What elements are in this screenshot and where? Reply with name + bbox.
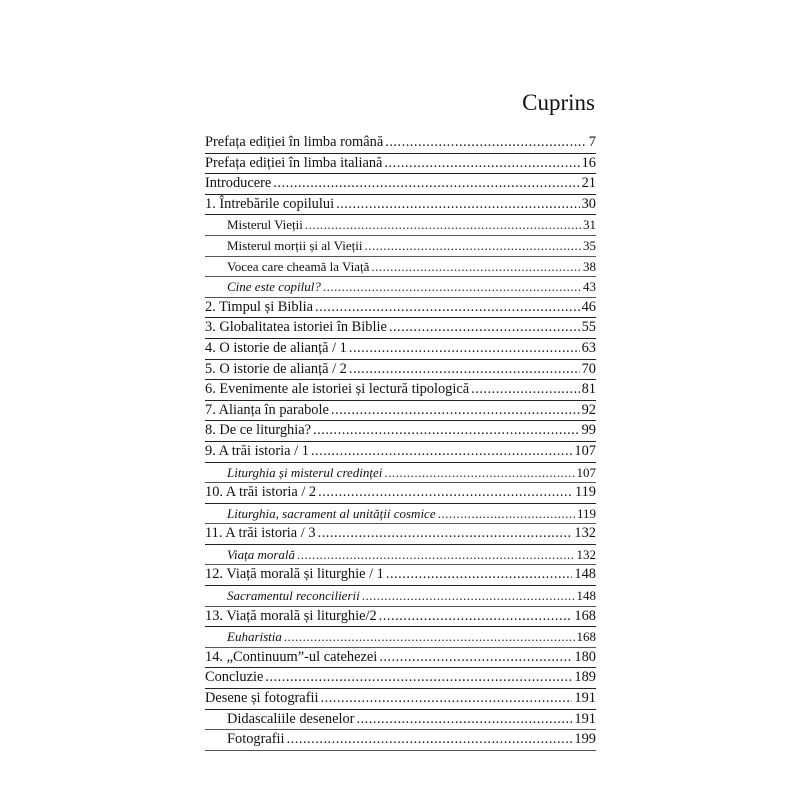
toc-entry-title: 14. „Continuum”-ul catehezei — [205, 648, 378, 665]
toc-entry-title: Prefața ediției în limba italiană — [205, 154, 383, 171]
toc-entry — [205, 401, 596, 422]
toc-entry-page: 92 — [581, 401, 596, 418]
dot-leader — [379, 607, 573, 627]
page-title: Cuprins — [522, 90, 595, 115]
toc-entry-title: Misterul Vieții — [227, 217, 303, 233]
dot-leader — [349, 360, 580, 380]
toc-entry — [205, 442, 596, 463]
toc-entry-title: 3. Globalitatea istoriei în Biblie — [205, 319, 387, 336]
toc-entry-title: 2. Timpul și Biblia — [205, 298, 313, 315]
toc-entry-page: 107 — [576, 464, 596, 480]
toc-entry-page: 119 — [576, 505, 596, 521]
dot-leader — [389, 318, 580, 338]
toc-entry-title: Viața morală — [227, 546, 296, 562]
toc-entry-page: 55 — [581, 319, 596, 336]
dot-leader — [371, 257, 581, 277]
toc-entry — [205, 257, 596, 278]
toc-entry — [205, 627, 596, 648]
toc-entry — [205, 689, 596, 710]
dot-leader — [284, 627, 575, 647]
toc-entry-page: 16 — [581, 154, 596, 171]
toc-entry-title: Concluzie — [205, 669, 264, 686]
toc-entry-title: Liturghia și misterul credinței — [227, 464, 383, 480]
toc-entry — [205, 524, 596, 545]
toc-entry-title: 13. Viață morală și liturghie/2 — [205, 607, 377, 624]
toc-entry-page: 132 — [576, 546, 596, 562]
dot-leader — [386, 565, 573, 585]
dot-leader — [471, 380, 579, 400]
toc-entry — [205, 360, 596, 381]
toc-entry-title: 5. O istorie de alianță / 2 — [205, 360, 347, 377]
toc-entry-page: 168 — [574, 607, 596, 624]
toc-entry — [205, 648, 596, 669]
toc-entry — [205, 710, 596, 731]
toc-entry-title: Vocea care cheamă la Viață — [227, 258, 370, 274]
toc-entry — [205, 195, 596, 216]
toc-entry — [205, 730, 596, 751]
toc-entry — [205, 215, 596, 236]
toc-entry-title: Desene și fotografii — [205, 690, 319, 707]
toc-entry-title: Introducere — [205, 175, 272, 192]
toc-entry-page: 99 — [581, 422, 596, 439]
toc-entry — [205, 545, 596, 566]
toc-entry — [205, 298, 596, 319]
dot-leader — [321, 689, 573, 709]
dot-leader — [364, 236, 581, 256]
toc-entry-page: 199 — [574, 731, 596, 748]
toc-entry — [205, 133, 596, 154]
toc-entry-title: 1. Întrebările copilului — [205, 195, 335, 212]
dot-leader — [318, 483, 573, 503]
toc-entry-title: 6. Evenimente ale istoriei și lectură tipologică — [205, 381, 470, 398]
toc-entry — [205, 318, 596, 339]
toc-entry-title: Misterul morții și al Vieții — [227, 237, 363, 253]
toc-entry-page: 7 — [588, 134, 596, 150]
toc-entry-title: 11. A trăi istoria / 3 — [205, 525, 316, 542]
toc-entry — [205, 154, 596, 175]
toc-entry-title: Euharistia — [227, 629, 282, 645]
dot-leader — [331, 401, 580, 421]
toc-entry — [205, 277, 596, 298]
toc-entry — [205, 463, 596, 484]
toc-entry-page: 46 — [581, 298, 596, 315]
toc-entry-page: 21 — [581, 175, 596, 192]
dot-leader — [311, 442, 572, 462]
toc-entry-title: Liturghia, sacrament al unității cosmice — [227, 505, 436, 521]
toc-entry-page: 38 — [583, 258, 596, 274]
toc-entry-page: 148 — [574, 566, 596, 583]
toc-entry-page: 191 — [574, 690, 596, 707]
dot-leader — [362, 586, 575, 606]
toc-entry-page: 43 — [583, 279, 596, 295]
toc-entry-title: 4. O istorie de alianță / 1 — [205, 339, 347, 356]
dot-leader — [313, 421, 580, 441]
toc-entry-page: 168 — [576, 629, 596, 645]
toc-entry-page: 35 — [583, 237, 596, 253]
toc-entry-page: 180 — [574, 648, 596, 665]
table-of-contents — [205, 133, 596, 751]
toc-entry — [205, 586, 596, 607]
toc-entry — [205, 236, 596, 257]
toc-entry — [205, 607, 596, 628]
toc-entry-page: 148 — [576, 588, 596, 604]
toc-entry-title: 12. Viață morală și liturghie / 1 — [205, 566, 384, 583]
dot-leader — [438, 504, 575, 524]
toc-entry-title: Sacramentul reconcilierii — [227, 588, 360, 604]
toc-entry — [205, 339, 596, 360]
toc-entry — [205, 483, 596, 504]
toc-entry-page: 189 — [574, 669, 596, 686]
dot-leader — [384, 154, 579, 174]
toc-entry-page: 70 — [581, 360, 596, 377]
dot-leader — [265, 668, 572, 688]
dot-leader — [384, 463, 574, 483]
dot-leader — [356, 710, 572, 730]
dot-leader — [379, 648, 572, 668]
toc-entry-page: 132 — [574, 525, 596, 542]
dot-leader — [315, 298, 580, 318]
toc-entry-page: 63 — [581, 339, 596, 356]
toc-entry — [205, 565, 596, 586]
dot-leader — [349, 339, 580, 359]
toc-entry-page: 81 — [581, 381, 596, 398]
dot-leader — [287, 730, 573, 750]
toc-entry — [205, 421, 596, 442]
toc-entry-title: 7. Alianța în parabole — [205, 401, 329, 418]
toc-entry-page: 119 — [574, 484, 596, 501]
toc-entry-title: Didascaliile desenelor — [227, 710, 355, 727]
toc-entry-page: 191 — [574, 710, 596, 727]
dot-leader — [318, 524, 573, 544]
dot-leader — [273, 174, 579, 194]
dot-leader — [336, 195, 580, 215]
toc-entry-title: Cine este copilul? — [227, 279, 321, 295]
dot-leader — [385, 133, 587, 153]
toc-entry — [205, 504, 596, 525]
dot-leader — [323, 277, 581, 297]
dot-leader — [297, 545, 574, 565]
toc-entry-page: 31 — [583, 217, 596, 233]
toc-entry-page: 107 — [574, 442, 596, 459]
toc-entry — [205, 174, 596, 195]
toc-entry-title: 10. A trăi istoria / 2 — [205, 484, 317, 501]
toc-entry — [205, 380, 596, 401]
dot-leader — [305, 215, 581, 235]
toc-entry-title: 9. A trăi istoria / 1 — [205, 442, 309, 459]
toc-entry-title: Prefața ediției în limba română — [205, 134, 384, 150]
toc-entry-title: 8. De ce liturghia? — [205, 422, 312, 439]
toc-entry — [205, 668, 596, 689]
toc-entry-title: Fotografii — [227, 731, 285, 748]
toc-entry-page: 30 — [581, 195, 596, 212]
